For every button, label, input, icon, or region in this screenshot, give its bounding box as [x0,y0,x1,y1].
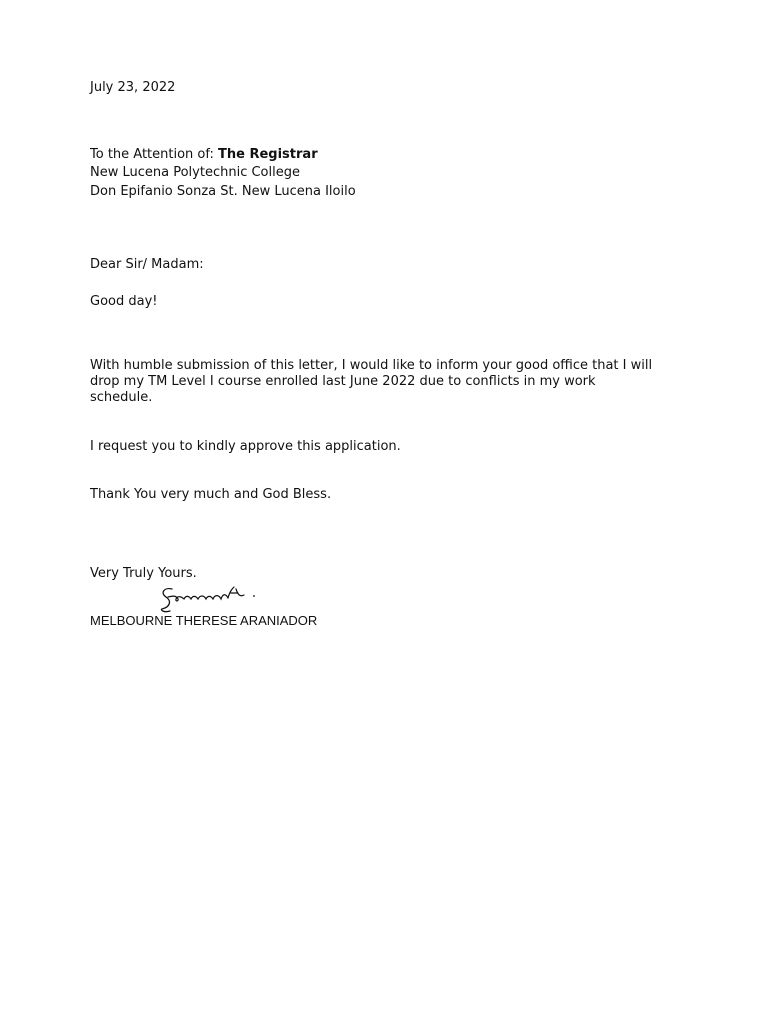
body-paragraph-1-line-2: drop my TM Level I course enrolled last June 2022 due to conflicts in my work [90,374,596,389]
recipient-address: Don Epifanio Sonza St. New Lucena Iloilo [90,184,356,199]
body-paragraph-1-line-3: schedule. [90,390,153,405]
body-paragraph-2: I request you to kindly approve this application. [90,439,401,454]
handwritten-signature [158,583,262,617]
letter-date: July 23, 2022 [90,80,176,95]
recipient-institution: New Lucena Polytechnic College [90,165,300,180]
greeting: Good day! [90,294,158,309]
salutation: Dear Sir/ Madam: [90,257,204,272]
attention-line [90,147,318,163]
attention-name: The Registrar [218,147,318,162]
body-paragraph-3: Thank You very much and God Bless. [90,487,332,502]
signatory-name: MELBOURNE THERESE ARANIADOR [90,613,318,628]
body-paragraph-1-line-1: With humble submission of this letter, I would like to inform your good office that I will [90,358,653,373]
attention-prefix: To the Attention of: [90,147,218,162]
body-paragraph-1 [90,358,690,406]
closing: Very Truly Yours. [90,566,197,581]
